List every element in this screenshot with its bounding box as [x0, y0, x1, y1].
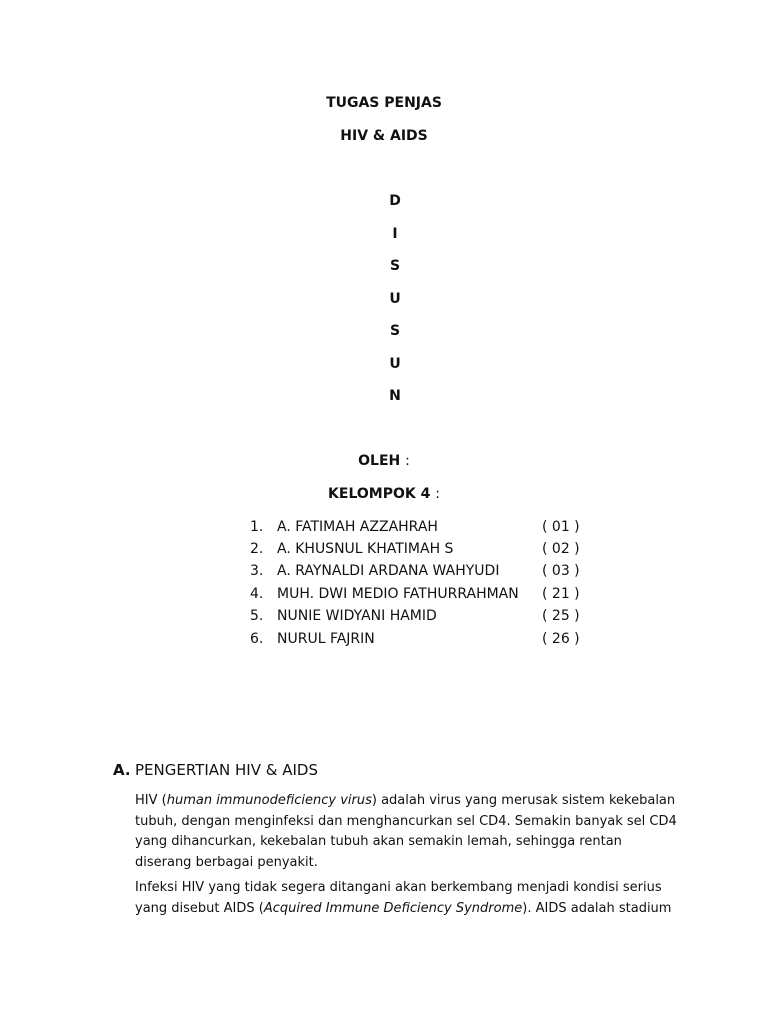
document-title: TUGAS PENJAS	[326, 95, 442, 111]
paragraph-italic-term: Acquired Immune Deficiency Syndrome	[263, 900, 523, 916]
member-name: NURUL FAJRIN	[277, 631, 375, 647]
oleh-label	[0, 453, 768, 469]
member-absen: ( 02 )	[542, 541, 580, 557]
document-subtitle: HIV & AIDS	[340, 128, 428, 144]
member-absen: ( 26 )	[542, 631, 580, 647]
paragraph-text: Infeksi HIV yang tidak segera ditangani akan berkembang menjadi kondisi serius yang disebut AIDS (	[135, 880, 662, 916]
disusun-letter: D	[389, 193, 401, 209]
disusun-letter: U	[389, 356, 401, 372]
oleh-text: OLEH	[358, 453, 401, 469]
disusun-letter: S	[389, 258, 401, 274]
member-number: 1.	[250, 519, 264, 535]
paragraph-italic-term: human immunodeficiency virus	[166, 793, 372, 808]
group-text: KELOMPOK 4	[328, 486, 431, 502]
member-absen: ( 03 )	[542, 563, 580, 579]
member-row	[240, 583, 600, 605]
paragraph-text: ) adalah virus yang merusak sistem kekebalan tubuh, dengan menginfeksi dan menghancurkan sel CD4. Semakin banyak sel CD4 yang dihancurkan, kekebalan tubuh akan semakin lemah, sehingga rentan diserang berbagai penyakit.	[135, 793, 677, 870]
member-name: A. RAYNALDI ARDANA WAHYUDI	[277, 563, 500, 579]
member-number: 6.	[250, 631, 264, 647]
member-name: A. FATIMAH AZZAHRAH	[277, 519, 438, 535]
member-number: 3.	[250, 563, 264, 579]
disusun-letter: I	[392, 226, 398, 242]
paragraph-hiv-definition	[135, 791, 680, 873]
member-name: A. KHUSNUL KHATIMAH S	[277, 541, 454, 557]
member-absen: ( 25 )	[542, 608, 580, 624]
disusun-letter: S	[389, 323, 401, 339]
member-row	[240, 538, 600, 560]
member-number: 5.	[250, 608, 264, 624]
member-row	[240, 628, 600, 650]
member-absen: ( 21 )	[542, 586, 580, 602]
member-number: 2.	[250, 541, 264, 557]
section-heading	[113, 760, 318, 780]
paragraph-text: HIV (	[135, 793, 167, 808]
paragraph-aids-definition	[135, 878, 680, 919]
section-title: PENGERTIAN HIV & AIDS	[135, 761, 318, 779]
member-row	[240, 516, 600, 538]
oleh-colon: :	[405, 453, 410, 469]
member-number: 4.	[250, 586, 264, 602]
group-label	[0, 486, 768, 502]
member-absen: ( 01 )	[542, 519, 580, 535]
member-name: NUNIE WIDYANI HAMID	[277, 608, 437, 624]
member-row	[240, 560, 600, 582]
section-letter: A.	[113, 761, 131, 779]
disusun-letter: U	[389, 291, 401, 307]
paragraph-text: ). AIDS adalah stadium	[522, 900, 672, 916]
member-name: MUH. DWI MEDIO FATHURRAHMAN	[277, 586, 519, 602]
group-colon: :	[435, 486, 440, 502]
member-row	[240, 605, 600, 627]
disusun-letter: N	[389, 388, 401, 404]
